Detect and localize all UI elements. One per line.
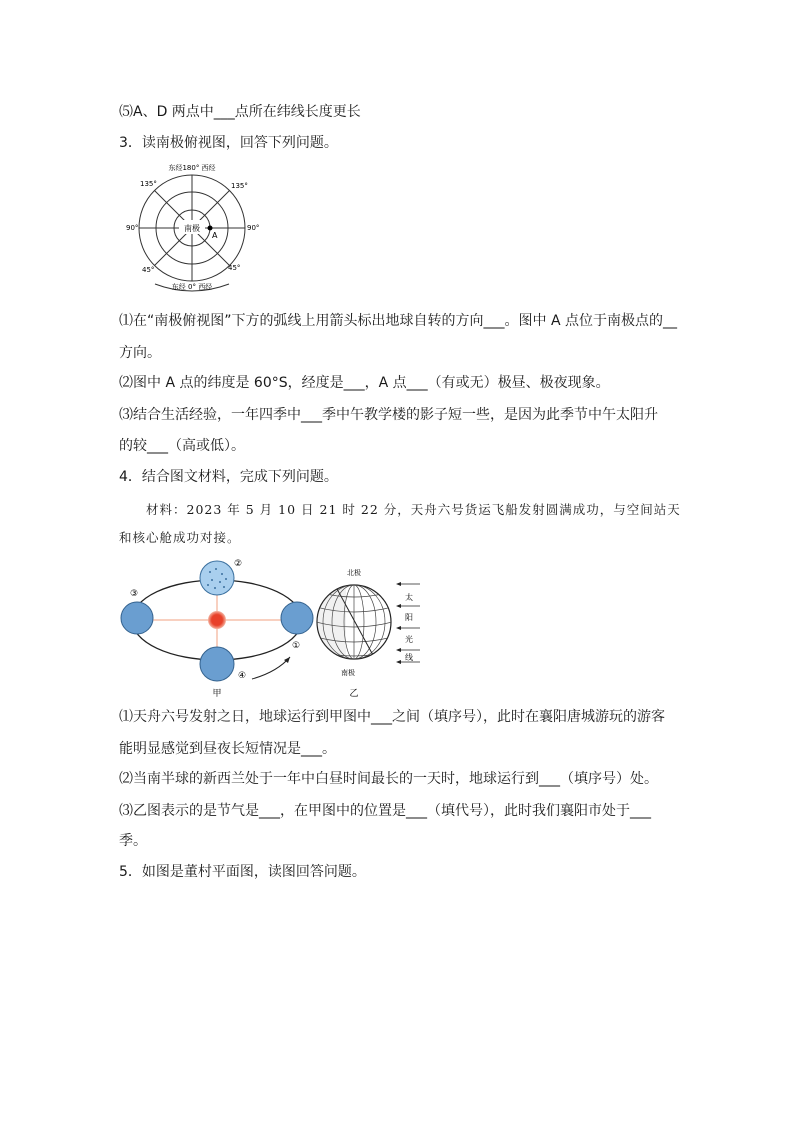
earth-position-3 bbox=[121, 602, 153, 634]
material-line-2: 和核心舱成功对接。 bbox=[119, 530, 241, 545]
label-90-left: 90° bbox=[126, 224, 139, 232]
south-pole-overhead-map bbox=[122, 158, 272, 298]
earth-illumination-globe bbox=[316, 562, 426, 700]
center-label: 南极 bbox=[184, 224, 200, 233]
label-135-left: 135° bbox=[140, 180, 157, 188]
q3-2-text: ⑵图中 A 点的纬度是 60°S，经度是___，A 点___（有或无）极昼、极夜现象。 bbox=[119, 375, 610, 391]
q3-3-text-a: ⑶结合生活经验，一年四季中___季中午教学楼的影子短一些，是因为此季节中午太阳升 bbox=[119, 407, 658, 423]
q5-title: 5．如图是董村平面图，读图回答问题。 bbox=[119, 864, 366, 880]
label-135-right: 135° bbox=[231, 182, 248, 190]
label-90-right: 90° bbox=[247, 224, 260, 232]
q3-title: 3．读南极俯视图，回答下列问题。 bbox=[119, 135, 338, 151]
q4-3-text-b: 季。 bbox=[119, 833, 147, 849]
sunlight-char-2: 阳 bbox=[405, 613, 413, 622]
q3-1-text-a: ⑴在“南极俯视图”下方的弧线上用箭头标出地球自转的方向___。图中 A 点位于南极点的__ bbox=[119, 313, 677, 329]
figure-caption-yi: 乙 bbox=[349, 689, 359, 699]
figure-caption-jia: 甲 bbox=[212, 689, 222, 699]
material-line-1: 材料：2023 年 5 月 10 日 21 时 22 分，天舟六号货运飞船发射圆满成功，与空间站天 bbox=[146, 502, 681, 517]
earth-position-1 bbox=[281, 602, 313, 634]
q4-3-text-a: ⑶乙图表示的是节气是___，在甲图中的位置是___（填代号），此时我们襄阳市处于___ bbox=[119, 803, 651, 819]
position-2-label: ② bbox=[234, 559, 243, 569]
q4-1-text-b: 能明显感觉到昼夜长短情况是___。 bbox=[119, 741, 336, 757]
q2-5-text: ⑸A、D 两点中___点所在纬线长度更长 bbox=[119, 104, 361, 120]
earth-position-2 bbox=[200, 561, 234, 595]
south-pole-label: 南极 bbox=[341, 669, 355, 677]
q4-title: 4．结合图文材料，完成下列问题。 bbox=[119, 469, 338, 485]
position-4-label: ④ bbox=[238, 671, 247, 681]
label-45-right: 45° bbox=[228, 264, 241, 272]
bottom-longitude-label: 东经 0° 西经 bbox=[171, 283, 213, 291]
sunlight-char-3: 光 bbox=[405, 635, 413, 644]
point-a-label: A bbox=[212, 231, 218, 240]
q4-2-text: ⑵当南半球的新西兰处于一年中白昼时间最长的一天时，地球运行到___（填序号）处。 bbox=[119, 771, 658, 787]
q4-1-text-a: ⑴天舟六号发射之日，地球运行到甲图中___之间（填序号），此时在襄阳唐城游玩的游客 bbox=[119, 709, 665, 725]
q3-3-text-b: 的较___（高或低）。 bbox=[119, 438, 245, 454]
north-pole-label: 北极 bbox=[347, 569, 361, 577]
sunlight-char-1: 太 bbox=[405, 593, 413, 602]
earth-position-4 bbox=[200, 647, 234, 681]
sunlight-char-4: 线 bbox=[405, 653, 413, 662]
q3-1-text-b: 方向。 bbox=[119, 345, 161, 361]
earth-orbit-diagram bbox=[112, 552, 322, 700]
label-45-left: 45° bbox=[142, 266, 155, 274]
position-3-label: ③ bbox=[130, 589, 139, 599]
top-longitude-label: 东经180° 西经 bbox=[168, 164, 216, 172]
point-a-marker bbox=[208, 226, 213, 231]
position-1-label: ① bbox=[292, 641, 301, 651]
